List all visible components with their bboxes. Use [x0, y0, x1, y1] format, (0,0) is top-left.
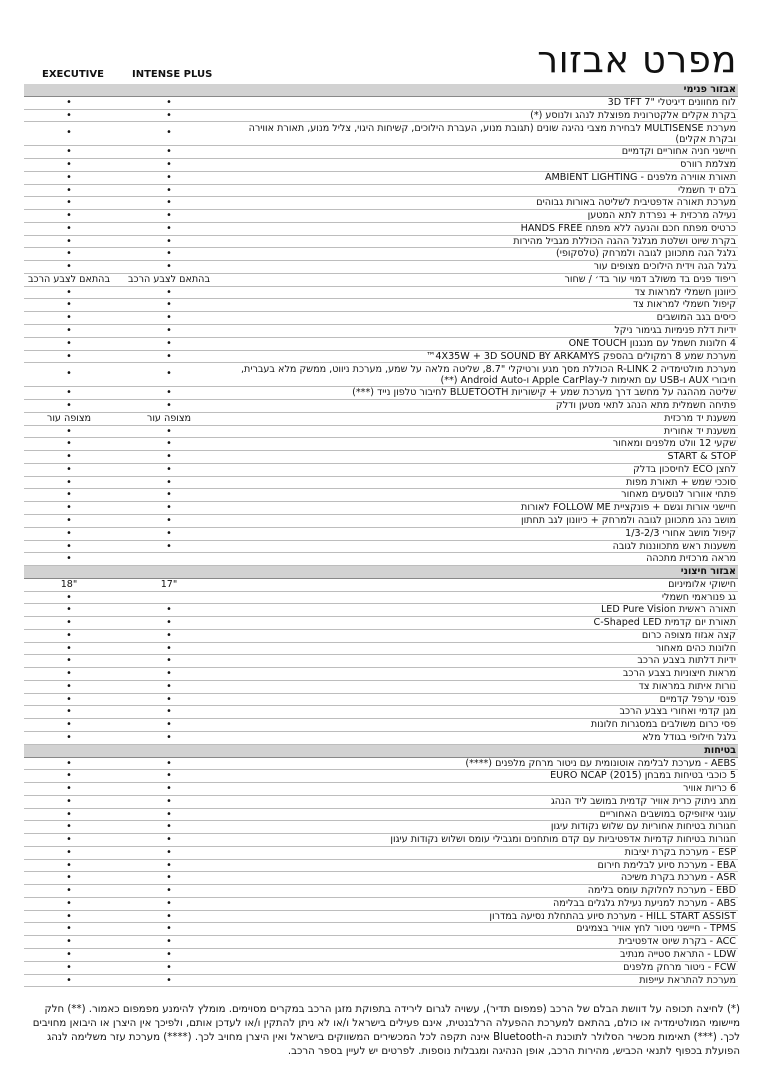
- feature-label: AEBS - מערכת לבלימה אוטונומית עם ניטור מרחק מלפנים (****): [465, 757, 736, 769]
- intense-plus-value: מצופה עור: [146, 412, 192, 424]
- feature-label: סוככי שמש + תאורת מפות: [626, 476, 736, 488]
- intense-plus-value: •: [166, 783, 172, 795]
- executive-value: •: [66, 936, 72, 948]
- feature-label: 5 כוכבי בטיחות במבחן EURO NCAP (2015): [550, 770, 736, 782]
- table-row: [24, 860, 738, 873]
- executive-value: •: [66, 96, 72, 108]
- executive-value: •: [66, 438, 72, 450]
- intense-plus-value: •: [166, 604, 172, 616]
- feature-label: EBD - מערכת לחלוקת עומס בלימה: [587, 885, 736, 897]
- executive-value: •: [66, 859, 72, 871]
- table-row: [24, 438, 738, 451]
- intense-plus-value: •: [166, 961, 172, 973]
- executive-value: •: [66, 184, 72, 196]
- executive-value: •: [66, 629, 72, 641]
- executive-value: •: [66, 910, 72, 922]
- table-row: [24, 655, 738, 668]
- executive-value: •: [66, 655, 72, 667]
- table-row: [24, 185, 738, 198]
- intense-plus-value: •: [166, 617, 172, 629]
- table-row: [24, 338, 738, 351]
- executive-value: •: [66, 795, 72, 807]
- table-row: [24, 159, 738, 172]
- intense-plus-value: •: [166, 795, 172, 807]
- executive-value: •: [66, 642, 72, 654]
- intense-plus-value: •: [166, 731, 172, 743]
- executive-value: •: [66, 693, 72, 705]
- table-row: [24, 834, 738, 847]
- executive-value: •: [66, 834, 72, 846]
- table-row: [24, 97, 738, 110]
- executive-value: •: [66, 680, 72, 692]
- executive-value: •: [66, 235, 72, 247]
- executive-value: •: [66, 514, 72, 526]
- intense-plus-value: •: [166, 286, 172, 298]
- table-row: [24, 274, 738, 287]
- table-row: [24, 172, 738, 185]
- table-row: [24, 236, 738, 249]
- section-title: אבזור חיצוני: [680, 566, 736, 578]
- feature-label: בקרת אקלים אלקטרונית מפוצלת לנהג ולנוסע (*): [530, 109, 736, 121]
- table-row: [24, 975, 738, 988]
- intense-plus-value: •: [166, 757, 172, 769]
- table-row: [24, 617, 738, 630]
- table-row: [24, 694, 738, 707]
- intense-plus-value: •: [166, 350, 172, 362]
- feature-label: שקעי 12 וולט מלפנים ומאחור: [612, 438, 736, 450]
- table-row: [24, 732, 738, 745]
- table-row: [24, 426, 738, 439]
- table-row: [24, 604, 738, 617]
- feature-label: פנסי ערפל קדמיים: [659, 693, 736, 705]
- table-row: [24, 847, 738, 860]
- table-row: [24, 464, 738, 477]
- feature-label: TPMS - חיישני ניטור לחץ אוויר בצמיגים: [576, 923, 736, 935]
- table-row: [24, 770, 738, 783]
- table-row: [24, 592, 738, 605]
- feature-label: כיסים בגב המושבים: [656, 312, 736, 324]
- executive-value: •: [66, 350, 72, 362]
- table-row: [24, 312, 738, 325]
- feature-label: גג פנוראמי חשמלי: [661, 591, 736, 603]
- table-row: [24, 681, 738, 694]
- feature-label: עוגני איזופיקס במושבים האחוריים: [599, 808, 736, 820]
- table-row: [24, 923, 738, 936]
- intense-plus-value: •: [166, 400, 172, 412]
- column-header-intense-plus: INTENSE PLUS: [132, 69, 213, 80]
- executive-value: •: [66, 425, 72, 437]
- intense-plus-value: •: [166, 885, 172, 897]
- spec-table: [24, 84, 738, 987]
- section-header: [24, 566, 738, 579]
- intense-plus-value: •: [166, 261, 172, 273]
- column-header-executive: EXECUTIVE: [42, 69, 104, 80]
- table-row: [24, 223, 738, 236]
- feature-label: ריפוד פנים בד משולב דמוי עור בד׳ / שחור: [564, 273, 736, 285]
- table-row: [24, 949, 738, 962]
- table-row: [24, 122, 738, 146]
- feature-label: חישוקי אלומיניום: [668, 578, 736, 590]
- intense-plus-value: •: [166, 872, 172, 884]
- table-row: [24, 936, 738, 949]
- executive-value: •: [66, 949, 72, 960]
- executive-value: •: [66, 872, 72, 884]
- feature-label: פסי כרום משולבים במסגרות חלונות: [590, 719, 736, 731]
- feature-label: כיוונון חשמלי למראות צד: [634, 286, 736, 298]
- intense-plus-value: •: [166, 248, 172, 260]
- feature-label: תאורה ראשית LED Pure Vision: [600, 604, 736, 616]
- table-row: [24, 809, 738, 822]
- feature-label: ESP - מערכת בקרת יציבות: [624, 846, 736, 858]
- feature-label: גלגל הגה מתכוונן לגובה ולמרחק (טלסקופי): [556, 248, 736, 260]
- feature-label: חלונות כהים מאחור: [655, 642, 736, 654]
- feature-label: 4 חלונות חשמל עם מנגנון ONE TOUCH: [568, 337, 736, 349]
- table-row: [24, 287, 738, 300]
- executive-value: •: [66, 387, 72, 399]
- intense-plus-value: •: [166, 668, 172, 680]
- table-row: [24, 579, 738, 592]
- feature-label: גלגל הגה וידית הילוכים מצופים עור: [593, 261, 736, 273]
- executive-value: •: [66, 400, 72, 412]
- intense-plus-value: •: [166, 146, 172, 158]
- intense-plus-value: •: [166, 949, 172, 960]
- feature-label: חיישני חניה אחוריים וקדמיים: [621, 146, 736, 158]
- executive-value: •: [66, 463, 72, 475]
- intense-plus-value: •: [166, 846, 172, 858]
- feature-label: פתחי אוורור לנוסעים מאחור: [621, 489, 736, 501]
- table-row: [24, 719, 738, 732]
- feature-label: נורות איתות במראות צד: [638, 680, 736, 692]
- executive-value: •: [66, 961, 72, 973]
- feature-label: קיפול מושב אחורי 1/3-2/3: [625, 527, 736, 539]
- page-title: מפרט אבזור: [537, 38, 737, 81]
- table-row: [24, 363, 738, 387]
- table-row: [24, 911, 738, 924]
- table-row: [24, 451, 738, 464]
- table-row: [24, 668, 738, 681]
- intense-plus-value: •: [166, 706, 172, 718]
- intense-plus-value: •: [166, 325, 172, 337]
- feature-label: פתיחה חשמלית מתא הנהג לתאי מטען ודלק: [555, 400, 736, 412]
- table-row: [24, 400, 738, 413]
- executive-value: 18": [60, 578, 78, 590]
- feature-label: מראות חיצוניות בצבע הרכב: [622, 668, 736, 680]
- table-row: [24, 630, 738, 643]
- feature-label: משענת יד אחורית: [663, 425, 736, 437]
- intense-plus-value: 17": [160, 578, 178, 590]
- executive-value: •: [66, 286, 72, 298]
- executive-value: •: [66, 312, 72, 324]
- table-row: [24, 898, 738, 911]
- feature-label: מצלמת רוורס: [680, 159, 736, 171]
- feature-label: EBA - מערכת סיוע לבלימת חירום: [597, 859, 736, 871]
- executive-value: •: [66, 591, 72, 603]
- feature-label: בקרת שיוט ושלטת מגלגל ההגה הכוללת מגביל מהירות: [513, 235, 736, 247]
- table-row: [24, 146, 738, 159]
- executive-value: •: [66, 337, 72, 349]
- feature-label: תאורת אווירה מלפנים - AMBIENT LIGHTING: [544, 171, 736, 183]
- executive-value: •: [66, 146, 72, 158]
- feature-label: חגורות בטיחות קדמיות אדפטיביות עם קדם מותחנים ומגבילי עומס ושלוש נקודות עיגון: [390, 834, 736, 846]
- table-row: [24, 502, 738, 515]
- feature-label: 6 כריות אוויר: [683, 783, 736, 795]
- executive-value: •: [66, 159, 72, 171]
- intense-plus-value: •: [166, 719, 172, 731]
- feature-label: ABS - מערכת למניעת נעילת גלגלים בבלימה: [553, 897, 736, 909]
- table-row: [24, 706, 738, 719]
- executive-value: •: [66, 821, 72, 833]
- feature-label: נעילה מרכזית + נפרדת לתא המטען: [587, 210, 736, 222]
- intense-plus-value: •: [166, 693, 172, 705]
- feature-label: מערכת שמע 8 רמקולים בהספק 4X35W + 3D SOUND BY ARKAMYS™: [425, 350, 736, 362]
- intense-plus-value: •: [166, 312, 172, 324]
- feature-label: מערכת MULTISENSE לבחירת מצבי נהיגה שונים (תגובת מנוע, העברת הילוכים, קשיחות היגוי, צליל מנוע, תאורת אווירה ובקרת אקלים): [248, 123, 736, 146]
- feature-label: שליטה מההגה על מחשב דרך מערכת שמע + קישוריות BLUETOOTH לחיבור טלפון נייד (***): [352, 387, 736, 399]
- table-row: [24, 643, 738, 656]
- feature-label: מראה מרכזית מתכהה: [646, 553, 736, 565]
- feature-label: חגורות בטיחות אחוריות עם שלוש נקודות עיגון: [550, 821, 736, 833]
- table-row: [24, 515, 738, 528]
- executive-value: •: [66, 299, 72, 311]
- section-header: [24, 84, 738, 97]
- intense-plus-value: •: [166, 834, 172, 846]
- executive-value: •: [66, 706, 72, 718]
- intense-plus-value: •: [166, 629, 172, 641]
- executive-value: •: [66, 325, 72, 337]
- intense-plus-value: •: [166, 235, 172, 247]
- intense-plus-value: •: [166, 387, 172, 399]
- feature-label: לחצן ECO לחיסכון בדלק: [633, 463, 736, 475]
- executive-value: •: [66, 197, 72, 209]
- executive-value: •: [66, 476, 72, 488]
- intense-plus-value: •: [166, 463, 172, 475]
- table-row: [24, 783, 738, 796]
- table-row: [24, 477, 738, 490]
- executive-value: •: [66, 808, 72, 820]
- section-header: [24, 745, 738, 758]
- table-row: [24, 541, 738, 554]
- intense-plus-value: •: [166, 96, 172, 108]
- intense-plus-value: •: [166, 425, 172, 437]
- intense-plus-value: בהתאם לצבע הרכב: [128, 273, 210, 285]
- intense-plus-value: •: [166, 936, 172, 948]
- intense-plus-value: •: [166, 299, 172, 311]
- intense-plus-value: •: [166, 910, 172, 922]
- intense-plus-value: •: [166, 489, 172, 501]
- feature-label: קצה אגזוז מצופה כרום: [641, 629, 736, 641]
- feature-label: מערכת תאורה אדפטיבית לשליטה באורות גבוהים: [536, 197, 736, 209]
- intense-plus-value: •: [166, 109, 172, 121]
- executive-value: •: [66, 783, 72, 795]
- intense-plus-value: •: [166, 897, 172, 909]
- table-row: [24, 351, 738, 364]
- executive-value: •: [66, 553, 72, 565]
- executive-value: •: [66, 897, 72, 909]
- intense-plus-value: •: [166, 923, 172, 935]
- feature-label: בלם יד חשמלי: [677, 184, 736, 196]
- executive-value: •: [66, 171, 72, 183]
- executive-value: •: [66, 261, 72, 273]
- table-row: [24, 872, 738, 885]
- intense-plus-value: •: [166, 184, 172, 196]
- feature-label: משענות ראש מתכווננות לגובה: [612, 540, 736, 552]
- table-row: [24, 325, 738, 338]
- intense-plus-value: •: [166, 368, 172, 380]
- feature-label: מושב נהג מתכוונן לגובה ולמרחק + כיוונון לגב תחתון: [520, 514, 736, 526]
- feature-label: FCW - ניטור מרחק מלפנים: [623, 961, 736, 973]
- executive-value: •: [66, 757, 72, 769]
- intense-plus-value: •: [166, 974, 172, 986]
- intense-plus-value: •: [166, 808, 172, 820]
- table-row: [24, 885, 738, 898]
- feature-label: מתג ניתוק כרית אוויר קדמית במושב ליד הנהג: [550, 795, 736, 807]
- executive-value: •: [66, 540, 72, 552]
- feature-label: ידיות דלתות בצבע הרכב: [637, 655, 736, 667]
- feature-label: לוח מחוונים דיגיטלי "7 3D TFT: [607, 96, 736, 108]
- intense-plus-value: •: [166, 171, 172, 183]
- feature-label: תאורת יום קדמית C-Shaped LED: [593, 617, 736, 629]
- feature-label: START & STOP: [667, 451, 736, 463]
- intense-plus-value: •: [166, 821, 172, 833]
- feature-label: מערכת מולטימדיה R-LINK 2 הכוללת מסך מגע ורטיקלי "8.7, שליטה מלאה על שמע, מערכת ניווט, ממשק מלא בעברית, חיבורי AUX ו-USB עם תאימות ל-Apple CarPlay ו-Android Auto (**): [240, 364, 736, 387]
- intense-plus-value: •: [166, 527, 172, 539]
- executive-value: •: [66, 222, 72, 234]
- feature-label: משענת יד מרכזית: [664, 412, 736, 424]
- intense-plus-value: •: [166, 859, 172, 871]
- intense-plus-value: •: [166, 655, 172, 667]
- feature-label: LDW - התראת סטייה מנתיב: [620, 949, 736, 960]
- footnote: (*) לחיצה תכופה על דוושת הבלם של הרכב (פמפום תדיר), עשויה לגרום לירידה בתפוקת מזגן הרכב במקרים מסוימים. מומלץ להימנע מפמפום כאמור. (**) חלק מיישומי המולטימדיה או כולם, בהתאם למערכת ההפעלה הרלבנטית, אינם פעילים בישראל ו/או לא ניתן להתקין ו/או לעדכן אותם, ולפיכך אין היצרן או היבואן מחויבים לכך. (***) תאימות מכשיר הסלולר לתוכנת ה-Bluetooth אינה תקפה לכל המכשירים המשווקים בישראל ואין היצרן מחויב לכך. (****) מערכת עזר משלימה לנהג הפועלת בכפוף לתנאי הכביש, מהירות הרכב, אופן הנהיגה ומגבלות נוספות. לפרטים יש לעיין בספר הרכב.: [32, 1004, 740, 1057]
- executive-value: •: [66, 731, 72, 743]
- feature-label: מגן קדמי ואחורי בצבע הרכב: [619, 706, 736, 718]
- executive-value: •: [66, 489, 72, 501]
- executive-value: מצופה עור: [46, 412, 92, 424]
- feature-label: ASR - מערכת בקרת משיכה: [620, 872, 736, 884]
- table-row: [24, 248, 738, 261]
- table-row: [24, 197, 738, 210]
- table-row: [24, 110, 738, 123]
- intense-plus-value: •: [166, 337, 172, 349]
- intense-plus-value: •: [166, 438, 172, 450]
- section-title: אבזור פנימי: [683, 84, 736, 95]
- table-row: [24, 528, 738, 541]
- table-row: [24, 387, 738, 400]
- executive-value: •: [66, 974, 72, 986]
- executive-value: •: [66, 248, 72, 260]
- executive-value: •: [66, 368, 72, 380]
- executive-value: •: [66, 770, 72, 782]
- intense-plus-value: •: [166, 159, 172, 171]
- feature-label: HILL START ASSIST - מערכת סיוע בהתחלת נסיעה במדרון: [489, 910, 736, 922]
- table-row: [24, 489, 738, 502]
- intense-plus-value: •: [166, 502, 172, 514]
- intense-plus-value: •: [166, 197, 172, 209]
- intense-plus-value: •: [166, 127, 172, 139]
- executive-value: •: [66, 109, 72, 121]
- executive-value: בהתאם לצבע הרכב: [28, 273, 110, 285]
- table-row: [24, 261, 738, 274]
- table-row: [24, 553, 738, 566]
- feature-label: ACC - בקרת שיוט אדפטיבית: [618, 936, 736, 948]
- table-row: [24, 821, 738, 834]
- feature-label: גלגל חילופי בגודל מלא: [642, 731, 736, 743]
- executive-value: •: [66, 210, 72, 222]
- executive-value: •: [66, 846, 72, 858]
- executive-value: •: [66, 127, 72, 139]
- intense-plus-value: •: [166, 476, 172, 488]
- table-row: [24, 299, 738, 312]
- executive-value: •: [66, 617, 72, 629]
- executive-value: •: [66, 885, 72, 897]
- feature-label: מערכת להתראת עייפות: [639, 974, 736, 986]
- intense-plus-value: •: [166, 451, 172, 463]
- table-row: [24, 413, 738, 426]
- executive-value: •: [66, 527, 72, 539]
- executive-value: •: [66, 502, 72, 514]
- table-row: [24, 758, 738, 771]
- feature-label: קיפול חשמלי למראות צד: [633, 299, 736, 311]
- feature-label: חיישני אורות וגשם + פונקציית FOLLOW ME לאורות: [521, 502, 736, 514]
- intense-plus-value: •: [166, 770, 172, 782]
- feature-label: ידיות דלת פנימיות בגימור ניקל: [614, 325, 736, 337]
- intense-plus-value: •: [166, 680, 172, 692]
- intense-plus-value: •: [166, 540, 172, 552]
- executive-value: •: [66, 923, 72, 935]
- section-title: בטיחות: [704, 744, 736, 756]
- table-row: [24, 210, 738, 223]
- table-row: [24, 962, 738, 975]
- feature-label: כרטיס מפתח חכם והנעה ללא מפתח HANDS FREE: [520, 222, 736, 234]
- executive-value: •: [66, 604, 72, 616]
- executive-value: •: [66, 668, 72, 680]
- intense-plus-value: •: [166, 514, 172, 526]
- intense-plus-value: •: [166, 210, 172, 222]
- executive-value: •: [66, 451, 72, 463]
- executive-value: •: [66, 719, 72, 731]
- intense-plus-value: •: [166, 642, 172, 654]
- table-row: [24, 796, 738, 809]
- intense-plus-value: •: [166, 222, 172, 234]
